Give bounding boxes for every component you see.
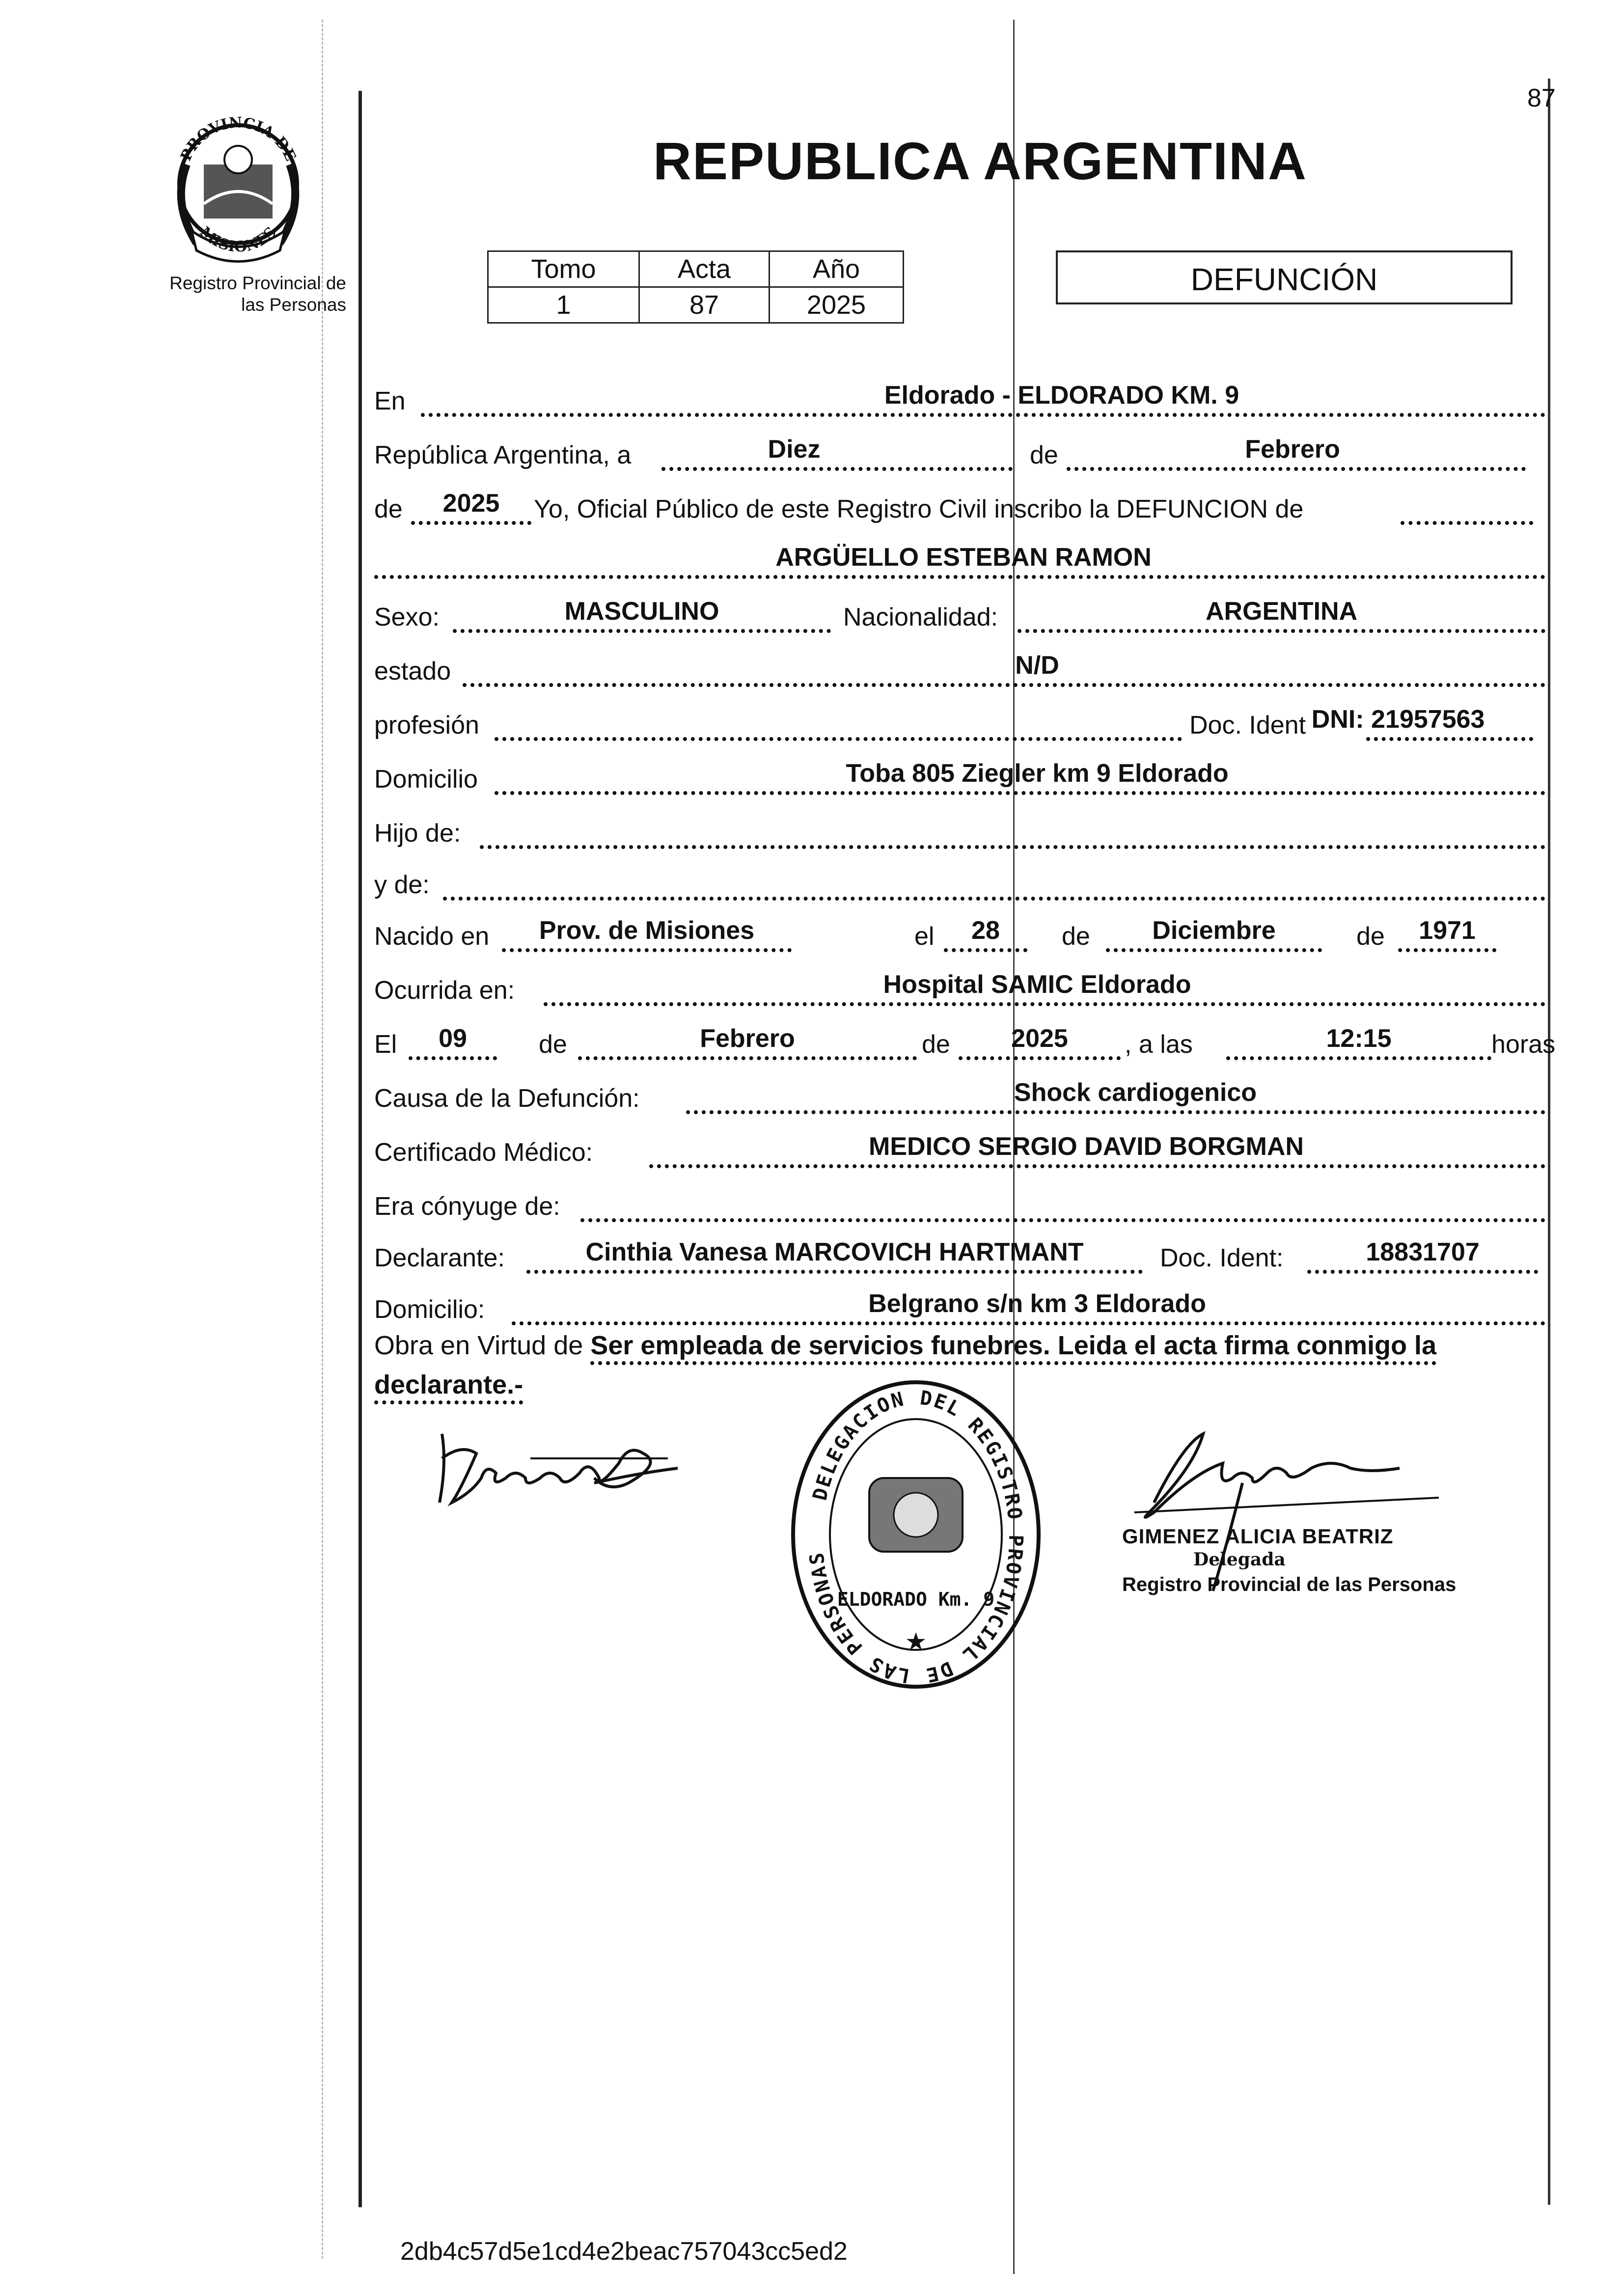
dotted-line: [421, 413, 1545, 417]
record-number-table: [487, 250, 904, 324]
label-causa: Causa de la Defunción:: [374, 1084, 640, 1113]
emblem-bottom-text: MISIONES: [196, 223, 280, 256]
anio-header: Año: [770, 251, 904, 287]
dotted-line: [463, 683, 1545, 687]
label-ocurrida-en: Ocurrida en:: [374, 976, 515, 1005]
tomo-value: 1: [488, 287, 639, 323]
label-conyuge: Era cónyuge de:: [374, 1192, 560, 1221]
label-republica: República Argentina, a: [374, 441, 632, 469]
label-de: de: [1062, 922, 1090, 951]
value-sexo: MASCULINO: [564, 597, 719, 626]
label-de: de: [539, 1030, 567, 1059]
value-declarante-doc: 18831707: [1366, 1238, 1480, 1266]
record-type-box: DEFUNCIÓN: [1056, 250, 1513, 304]
tomo-header: Tomo: [488, 251, 639, 287]
value-nombre: ARGÜELLO ESTEBAN RAMON: [775, 543, 1152, 572]
label-declarante: Declarante:: [374, 1244, 505, 1272]
value-nacionalidad: ARGENTINA: [1205, 597, 1358, 626]
label-el: el: [914, 922, 935, 951]
value-doc: DNI: 21957563: [1311, 705, 1485, 734]
value-declarante: Cinthia Vanesa MARCOVICH HARTMANT: [585, 1238, 1084, 1266]
dotted-line: [443, 897, 1545, 901]
dotted-line: [661, 467, 1013, 471]
registry-stamp: [786, 1375, 1046, 1694]
officer-organization: Registro Provincial de las Personas: [1122, 1574, 1457, 1595]
value-nac-anio: 1971: [1419, 916, 1476, 945]
declarant-signature: [432, 1404, 688, 1532]
label-obra: Obra en Virtud de: [374, 1331, 583, 1360]
registry-line-2: las Personas: [241, 295, 346, 315]
registry-name: [140, 273, 346, 316]
label-de: de: [922, 1030, 950, 1059]
label-en: En: [374, 387, 406, 415]
label-a-las: , a las: [1125, 1030, 1193, 1059]
row-ocurrida: [374, 967, 1548, 1014]
officer-name: GIMENEZ ALICIA BEATRIZ: [1122, 1525, 1394, 1548]
value-domicilio: Toba 805 Ziegler km 9 Eldorado: [846, 759, 1229, 788]
label-sexo: Sexo:: [374, 603, 440, 631]
acta-value: 87: [639, 287, 770, 323]
stamp-star-icon: ★: [905, 1628, 927, 1655]
dotted-line: [502, 948, 792, 952]
label-inscribo: Yo, Oficial Público de este Registro Civil inscribo la DEFUNCION de: [534, 495, 1304, 523]
label-doc-ident: Doc. Ident: [1189, 711, 1306, 740]
dotted-line: [409, 1056, 497, 1060]
stamp-inner-text: ELDORADO Km. 9: [837, 1589, 995, 1610]
row-conyuge: [374, 1183, 1548, 1230]
dotted-line: [1401, 521, 1533, 525]
dotted-line: [578, 1056, 917, 1060]
label-domicilio-declarante: Domicilio:: [374, 1295, 485, 1324]
dotted-line: [495, 791, 1545, 795]
row-declarante: [374, 1235, 1548, 1282]
label-horas: horas: [1491, 1030, 1556, 1059]
row-fecha-defuncion: [374, 1021, 1556, 1068]
dotted-line: [686, 1110, 1545, 1114]
right-margin-rule: [1548, 79, 1550, 2205]
row-certificado: [374, 1129, 1548, 1176]
value-nac-dia: 28: [971, 916, 1000, 945]
label-y-de: y de:: [374, 871, 430, 899]
row-hijo-de: [374, 810, 1548, 857]
dotted-line: [512, 1321, 1545, 1325]
value-lugar: Eldorado - ELDORADO KM. 9: [884, 381, 1239, 410]
dotted-line: [1398, 948, 1496, 952]
dotted-line: [544, 1002, 1545, 1006]
dotted-line: [649, 1164, 1545, 1168]
label-estado: estado: [374, 657, 451, 685]
value-anio: 2025: [442, 489, 500, 518]
label-el-cap: El: [374, 1030, 397, 1059]
stamp-outer-text: DELEGACION DEL REGISTRO PROVINCIAL DE LAS PERSONAS: [805, 1386, 1027, 1688]
dotted-line: [1307, 1270, 1538, 1274]
value-ocurrida-en: Hospital SAMIC Eldorado: [883, 970, 1191, 999]
value-nac-mes: Diciembre: [1152, 916, 1276, 945]
dotted-line: [580, 1218, 1545, 1222]
value-certificado: MEDICO SERGIO DAVID BORGMAN: [869, 1132, 1304, 1161]
value-obra: Ser empleada de servicios funebres. Leida el acta firma conmigo la declarante.-: [374, 1331, 1436, 1404]
document-hash: 2db4c57d5e1cd4e2beac757043cc5ed2: [400, 2237, 848, 2266]
value-estado: N/D: [1015, 651, 1059, 680]
margin-cut-line: [322, 20, 323, 2259]
label-nacido-en: Nacido en: [374, 922, 490, 951]
row-lugar: [374, 378, 1548, 425]
label-nacionalidad: Nacionalidad:: [843, 603, 998, 631]
acta-header: Acta: [639, 251, 770, 287]
value-fall-dia: 09: [439, 1024, 467, 1053]
page-number: 87: [1527, 84, 1556, 112]
dotted-line: [495, 737, 1182, 741]
emblem-top-text: PROVINCIA DE: [177, 114, 299, 164]
row-fecha-acta: [374, 432, 1548, 479]
label-doc-ident-declarante: Doc. Ident:: [1160, 1244, 1284, 1272]
dotted-line: [526, 1270, 1143, 1274]
value-hora: 12:15: [1326, 1024, 1392, 1053]
value-fall-mes: Febrero: [700, 1024, 795, 1053]
value-fall-anio: 2025: [1011, 1024, 1068, 1053]
registry-line-1: Registro Provincial de: [169, 273, 346, 293]
label-domicilio: Domicilio: [374, 765, 478, 794]
row-sexo: [374, 594, 1548, 641]
value-declarante-domicilio: Belgrano s/n km 3 Eldorado: [868, 1289, 1206, 1318]
dotted-line: [1226, 1056, 1491, 1060]
value-mes: Febrero: [1245, 435, 1340, 464]
row-nombre: [374, 540, 1548, 587]
row-causa: [374, 1075, 1548, 1122]
province-emblem-logo: [157, 106, 319, 268]
label-de-year: de: [374, 495, 403, 523]
row-y-de: [374, 862, 1548, 908]
label-profesion: profesión: [374, 711, 479, 740]
dotted-line: [1018, 629, 1545, 633]
label-certificado: Certificado Médico:: [374, 1138, 593, 1167]
dotted-line: [1366, 737, 1533, 741]
row-domicilio: [374, 756, 1548, 803]
dotted-line: [959, 1056, 1121, 1060]
row-estado: [374, 648, 1548, 695]
document-title: REPUBLICA ARGENTINA: [653, 131, 1307, 191]
left-margin-rule: [358, 91, 362, 2207]
dotted-line: [480, 845, 1545, 849]
dotted-line: [374, 575, 1545, 579]
anio-value: 2025: [770, 287, 904, 323]
dotted-line: [1106, 948, 1322, 952]
value-nacido-en: Prov. de Misiones: [539, 916, 755, 945]
dotted-line: [1067, 467, 1526, 471]
value-causa: Shock cardiogenico: [1014, 1078, 1257, 1107]
row-profesion: [374, 702, 1548, 749]
dotted-line: [411, 521, 531, 525]
row-anio-inscribo: [374, 486, 1548, 533]
row-nacido: [374, 913, 1548, 960]
label-hijo-de: Hijo de:: [374, 819, 461, 848]
label-de: de: [1356, 922, 1385, 951]
label-de: de: [1030, 441, 1058, 469]
officer-role: Delegada: [1193, 1549, 1286, 1570]
dotted-line: [944, 948, 1027, 952]
dotted-line: [453, 629, 831, 633]
value-dia-letras: Diez: [768, 435, 821, 464]
